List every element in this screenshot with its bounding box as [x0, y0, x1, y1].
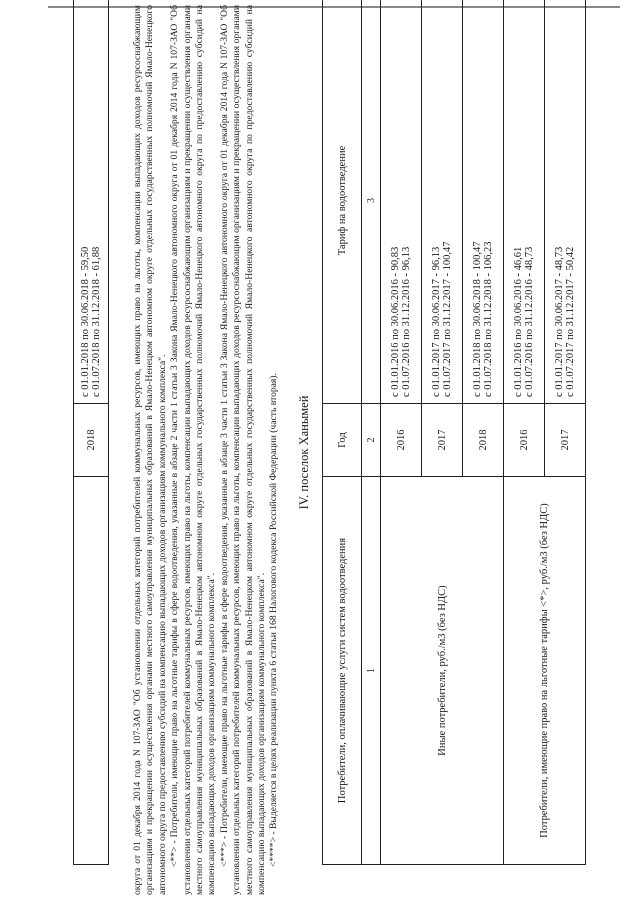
- column-number-row: [362, 0, 381, 865]
- footnote-3: <***> - Потребители, имеющие право на льготные тарифы в сфере водоотведения, указанные в абзаце 3 части 1 статьи 3 Закона Ямало-Ненецкого автономного округа от 01 декабря 2014 года N 107-ЗАО "Об установлении отдельных категорий потребителей коммунальных ресурсов, имеющих право на льготы, компенсации выпадающих доходов ресурсоснабжающим организациям и прекращении осуществления органами местного самоуправления муниципальных образований в Ямало-Ненецком автономном округе отдельных государственных полномочий Ямало-Ненецкого автономного округа по предоставлению субсидий на компенсацию выпадающих доходов организациям коммунального комплекса".: [218, 5, 268, 895]
- year-cell: 2017: [545, 404, 586, 477]
- table-row: [504, 0, 545, 865]
- empty-cell: [74, 477, 109, 865]
- tariff-table: [322, 0, 586, 865]
- tariff-cell: [74, 0, 109, 404]
- year-cell: 2016: [381, 404, 422, 477]
- tariff-line: с 01.01.2018 по 30.06.2018 - 100,47: [472, 241, 483, 397]
- header-year: Год: [323, 404, 362, 477]
- footnote-1-continuation: округа от 01 декабря 2014 года N 107-ЗАО "Об установлении отдельных категорий потребителей коммунальных ресурсов, имеющих право на льготы, компенсации выпадающих доходов ресурсоснабжающим организациям и прекращении осуществления органами местного самоуправления муниципальных образований в Ямало-Ненецком автономном округе отдельных государственных полномочий Ямало-Ненецкого автономного округа по предоставлению субсидий на компенсацию выпадающих доходов организациям коммунального комплекса".: [132, 5, 168, 895]
- tariff-cell: [545, 0, 586, 404]
- col-number: 1: [362, 477, 381, 865]
- tariff-cell: [463, 0, 504, 404]
- year-cell: 2018: [74, 404, 109, 477]
- consumer-group-label: Иные потребители, руб./м3 (без НДС): [381, 477, 504, 865]
- header-tariff: Тариф на водоотведение: [323, 0, 362, 404]
- tariff-line: с 01.01.2016 по 30.06.2016 - 90,83: [390, 246, 401, 397]
- tariff-line: с 01.01.2018 по 30.06.2018 - 59,50: [80, 246, 91, 397]
- header-consumers: Потребители, оплачивающие услуги систем водоотведения: [323, 477, 362, 865]
- tariff-cell: [422, 0, 463, 404]
- table-row: [74, 0, 109, 865]
- tariff-line: с 01.07.2017 по 31.12.2017 - 100,47: [442, 241, 453, 397]
- col-number: 2: [362, 404, 381, 477]
- col-number: 3: [362, 0, 381, 404]
- tariff-cell: [381, 0, 422, 404]
- footnote-2: <**> - Потребители, имеющие право на льготные тарифы в сфере водоотведения, указанные в абзаце 2 части 1 статьи 3 Закона Ямало-Ненецкого автономного округа от 01 декабря 2014 года N 107-ЗАО "Об установлении отдельных категорий потребителей коммунальных ресурсов, имеющих право на льготы, компенсации выпадающих доходов ресурсоснабжающим организациям и прекращении осуществления органами местного самоуправления муниципальных образований в Ямало-Ненецком автономном округе отдельных государственных полномочий Ямало-Ненецкого автономного округа по предоставлению субсидий на компенсацию выпадающих доходов организациям коммунального комплекса".: [169, 5, 218, 895]
- tariff-line: с 01.01.2016 по 30.06.2016 - 46,61: [513, 246, 524, 397]
- table-header-row: [323, 0, 362, 865]
- tariff-line: с 01.07.2016 по 31.12.2016 - 96,13: [401, 246, 412, 397]
- year-cell: 2016: [504, 404, 545, 477]
- footnotes: [132, 5, 281, 895]
- tariff-line: с 01.01.2017 по 30.06.2017 - 48,73: [554, 246, 565, 397]
- consumer-group-label: Потребители, имеющие право на льготные тарифы <*>, руб./м3 (без НДС): [504, 477, 586, 865]
- footnote-4: <****> - Выделяется в целях реализации пункта 6 статьи 168 Налогового кодекса Российской Федерации (часть вторая).: [268, 373, 280, 867]
- tariff-cell: [504, 0, 545, 404]
- previous-tariff-table-tail: [73, 0, 109, 865]
- tariff-line: с 01.07.2017 по 31.12.2017 - 50,42: [565, 246, 576, 397]
- tariff-line: с 01.01.2017 по 30.06.2017 - 96,13: [431, 246, 442, 397]
- year-cell: 2017: [422, 404, 463, 477]
- table-row: [381, 0, 422, 865]
- tariff-line: с 01.07.2018 по 31.12.2018 - 106,23: [483, 241, 494, 397]
- tariff-line: с 01.07.2018 по 31.12.2018 - 61,88: [91, 246, 102, 397]
- year-cell: 2018: [463, 404, 504, 477]
- section-heading: IV. поселок Ханымей: [297, 395, 311, 510]
- tariff-line: с 01.07.2016 по 31.12.2016 - 48,73: [524, 246, 535, 397]
